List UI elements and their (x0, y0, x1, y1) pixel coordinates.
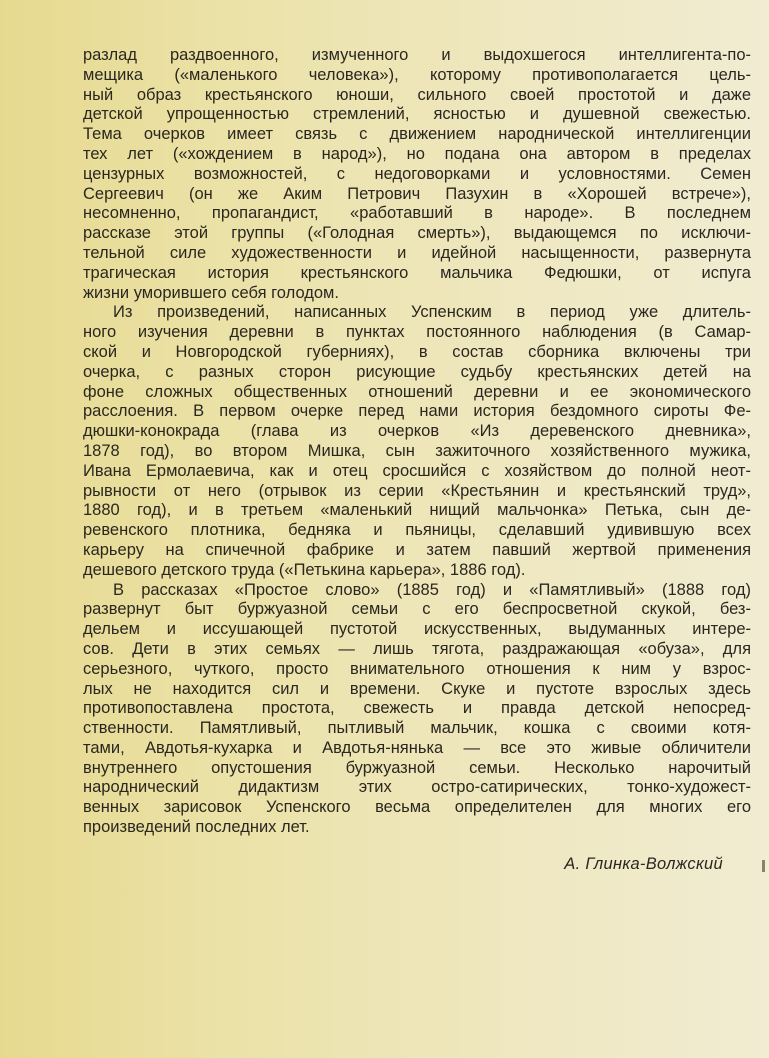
text-line: жизни уморившего себя голодом. (83, 283, 339, 302)
text-line: 1880 год), и в третьем «маленький нищий мальчонка» Петька, сын де- (83, 501, 751, 520)
text-line: цензурных возможностей, с недоговорками и условностями. Семен (83, 164, 751, 183)
text-line: карьеру на спичечной фабрике и затем павший жертвой применения (83, 540, 751, 559)
scan-edge-mark (762, 860, 765, 872)
text-line: В рассказах «Простое слово» (1885 год) и «Памятливый» (1888 год) (113, 580, 751, 599)
text-line: фоне сложных общественных отношений деревни и ее экономического (83, 382, 751, 401)
text-line: народнический дидактизм этих остро-сатирических, тонко-художест- (83, 778, 751, 797)
text-line: развернут быт буржуазной семьи с его беспросветной скукой, без- (83, 600, 751, 619)
text-line: рывности от него (отрывок из серии «Крестьянин и крестьянский труд», (83, 481, 751, 500)
text-line: серьезного, чуткого, просто внимательного отношения к ним у взрос- (83, 659, 751, 678)
author-signature: А. Глинка-Волжский (564, 854, 723, 873)
text-line: внутреннего опустошения буржуазной семьи. Несколько нарочитый (83, 758, 751, 777)
text-line: дешевого детского труда («Петькина карьера», 1886 год). (83, 560, 526, 579)
paragraph-2 (83, 303, 751, 580)
text-line: противопоставлена простота, свежесть и правда детской непосред- (83, 699, 751, 718)
document-page (83, 46, 751, 874)
text-line: ный образ крестьянского юноши, сильного своей простотой и даже (83, 85, 751, 104)
text-line: Сергеевич (он же Аким Петрович Пазухин в «Хорошей встрече»), (83, 184, 751, 203)
text-line: мещика («маленького человека»), которому противополагается цель- (83, 65, 751, 84)
text-line: детской упрощенностью стремлений, ясностью и душевной свежестью. (83, 105, 751, 124)
text-line: ревенского плотника, бедняка и пьяницы, сделавший удивившую всех (83, 521, 751, 540)
text-line: Из произведений, написанных Успенским в период уже длитель- (113, 303, 751, 322)
text-line: ного изучения деревни в пунктах постоянного наблюдения (в Самар- (83, 323, 751, 342)
text-line: венных зарисовок Успенского весьма определителен для многих его (83, 798, 751, 817)
text-line: дельем и иссушающей пустотой искусственных, выдуманных интере- (83, 620, 751, 639)
text-line: 1878 год), во втором Мишка, сын зажиточного хозяйственного мужика, (83, 441, 751, 460)
text-line: рассказе этой группы («Голодная смерть»), выдающемся по исключи- (83, 224, 751, 243)
text-line: ственности. Памятливый, пытливый мальчик, кошка с своими котя- (83, 719, 751, 738)
text-line: тех лет («хождением в народ»), но подана она автором в пределах (83, 144, 751, 163)
text-line: сов. Дети в этих семьях — лишь тягота, раздражающая «обуза», для (83, 639, 751, 658)
text-line: несомненно, пропагандист, «работавший в народе». В последнем (83, 204, 751, 223)
text-line: дюшки-конокрада (глава из очерков «Из деревенского дневника», (83, 422, 751, 441)
paragraph-1 (83, 46, 751, 303)
text-line: тельной силе художественности и идейной насыщенности, развернута (83, 243, 751, 262)
text-line: ской и Новгородской губерниях), в состав сборника включены три (83, 342, 751, 361)
text-line: лых не находится сил и времени. Скуке и пустоте взрослых здесь (83, 679, 751, 698)
text-line: Тема очерков имеет связь с движением народнической интеллигенции (83, 125, 751, 144)
text-line: произведений последних лет. (83, 818, 310, 837)
text-line: расслоения. В первом очерке перед нами история бездомного сироты Фе- (83, 402, 751, 421)
text-line: очерка, с разных сторон рисующие судьбу крестьянских детей на (83, 362, 751, 381)
text-line: Ивана Ермолаевича, как и отец сросшийся с хозяйством до полной неот- (83, 461, 751, 480)
text-line: трагическая история крестьянского мальчика Федюшки, от испуга (83, 263, 751, 282)
text-line: разлад раздвоенного, измученного и выдохшегося интеллигента-по- (83, 46, 751, 64)
paragraph-3 (83, 581, 751, 838)
text-line: тами, Авдотья-кухарка и Авдотья-нянька — все это живые обличители (83, 738, 751, 757)
